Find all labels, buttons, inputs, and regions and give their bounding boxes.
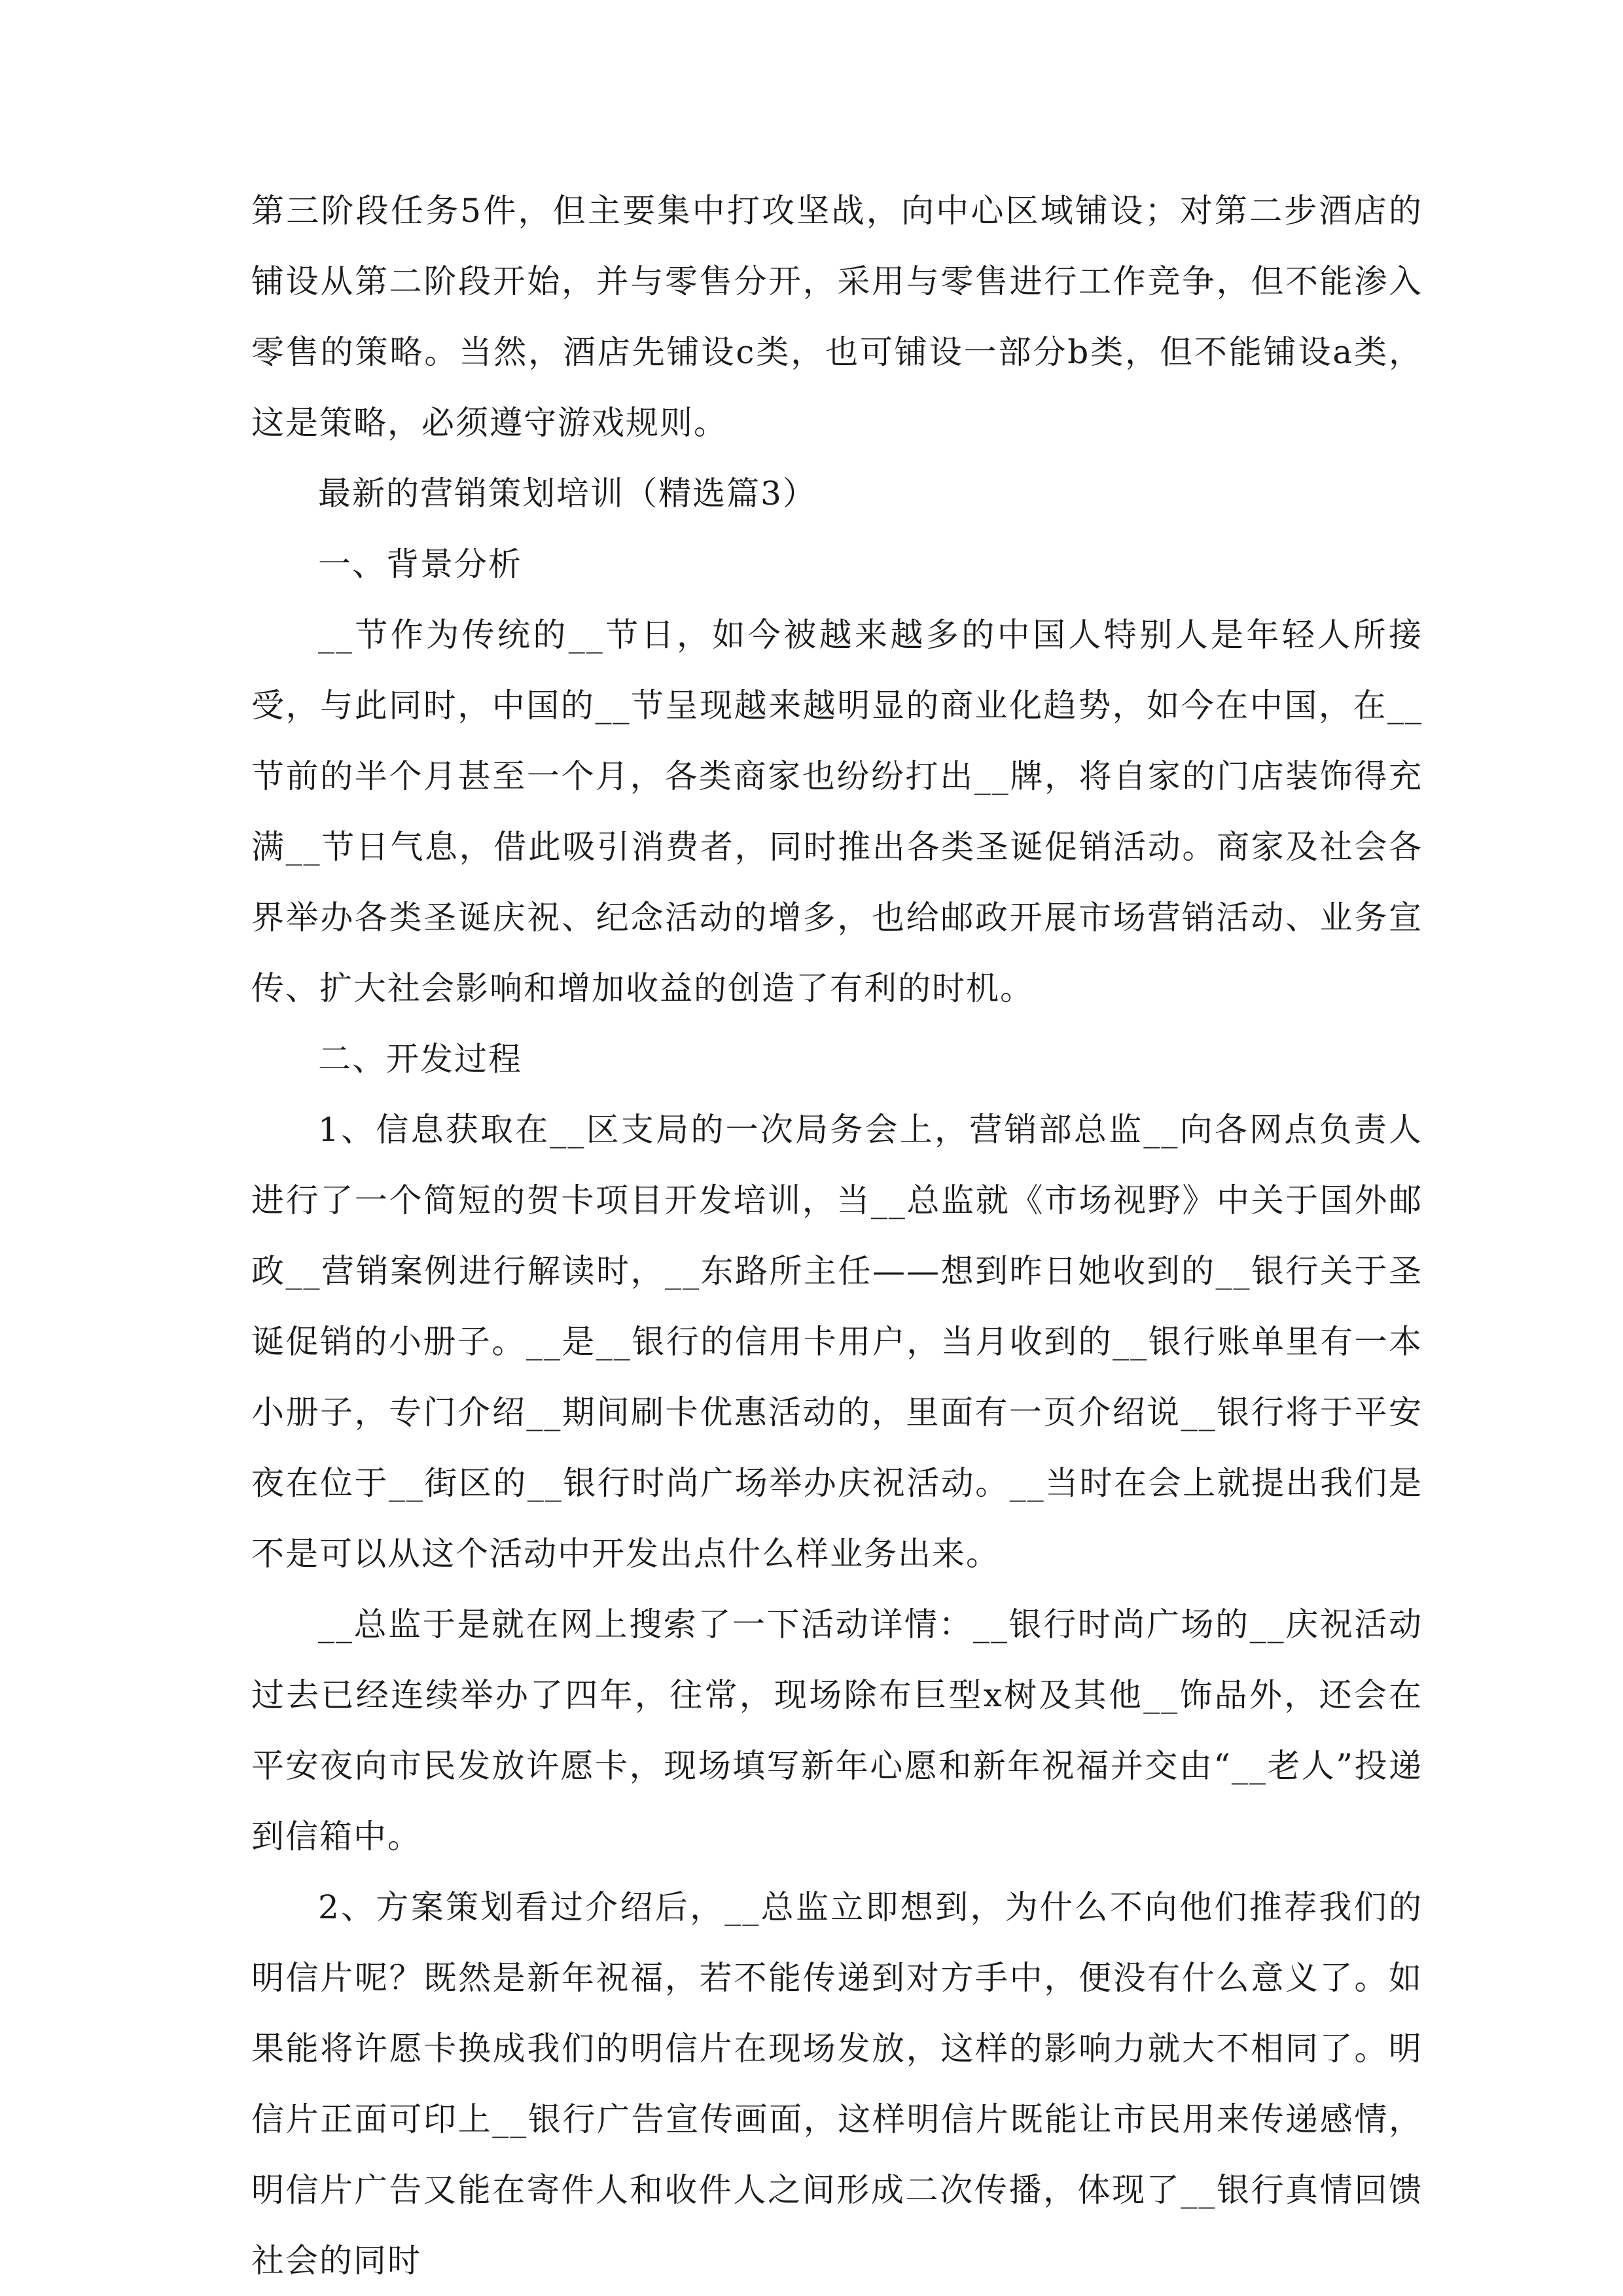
paragraph-information-gathering: 1、信息获取在__区支局的一次局务会上，营销部总监__向各网点负责人进行了一个简短的贺卡项目开发培训，当__总监就《市场视野》中关于国外邮政__营销案例进行解读时，__东路所主任——想到昨日她收到的__银行关于圣诞促销的小册子。__是__银行的信用卡用户，当月收到的__银行账单里有一本小册子，专门介绍__期间刷卡优惠活动的，里面有一页介绍说__银行将于平安夜在位于__街区的__银行时尚广场举办庆祝活动。__当时在会上就提出我们是不是可以从这个活动中开发出点什么样业务出来。 <box>251 1111 1423 1573</box>
paragraph-background: __节作为传统的__节日，如今被越来越多的中国人特别人是年轻人所接受，与此同时，中国的__节呈现越来越明显的商业化趋势，如今在中国，在__节前的半个月甚至一个月，各类商家也纷纷打出__牌，将自家的门店装饰得充满__节日气息，借此吸引消费者，同时推出各类圣诞促销活动。商家及社会各界举办各类圣诞庆祝、纪念活动的增多，也给邮政开展市场营销活动、业务宣传、扩大社会影响和增加收益的创造了有利的时机。 <box>251 616 1423 1007</box>
paragraph-activity-details: __总监于是就在网上搜索了一下活动详情：__银行时尚广场的__庆祝活动过去已经连续举办了四年，往常，现场除布巨型x树及其他__饰品外，还会在平安夜向市民发放许愿卡，现场填写新年心愿和新年祝福并交由“__老人”投递到信箱中。 <box>251 1605 1423 1856</box>
section-title: 最新的营销策划培训（精选篇3） <box>318 475 817 512</box>
heading-background-analysis: 一、背景分析 <box>318 545 522 583</box>
paragraph-continuation: 第三阶段任务5件，但主要集中打攻坚战，向中心区域铺设；对第二步酒店的铺设从第二阶段开始，并与零售分开，采用与零售进行工作竞争，但不能渗入零售的策略。当然，酒店先铺设c类，也可铺设一部分b类，但不能铺设a类，这是策略，必须遵守游戏规则。 <box>251 192 1423 442</box>
heading-development-process: 二、开发过程 <box>318 1040 522 1078</box>
document-body <box>251 175 1423 2296</box>
paragraph-plan-design: 2、方案策划看过介绍后，__总监立即想到，为什么不向他们推荐我们的明信片呢？既然是新年祝福，若不能传递到对方手中，便没有什么意义了。如果能将许愿卡换成我们的明信片在现场发放，这样的影响力就大不相同了。明信片正面可印上__银行广告宣传画面，这样明信片既能让市民用来传递感情，明信片广告又能在寄件人和收件人之间形成二次传播，体现了__银行真情回馈社会的同时 <box>251 1888 1423 2280</box>
